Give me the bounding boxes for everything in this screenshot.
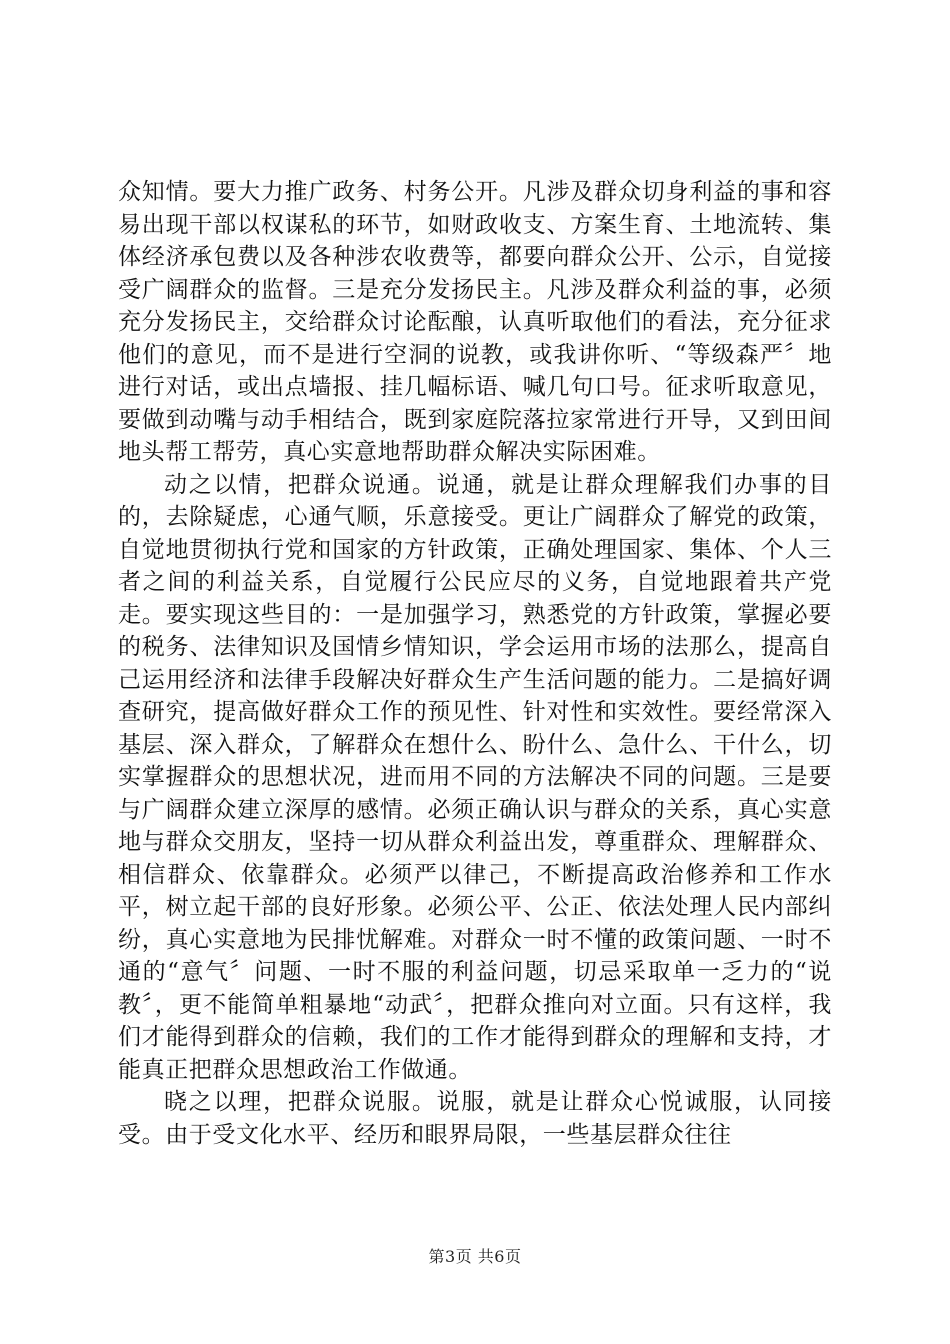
paragraph-continuation: 众知情。要大力推广政务、村务公开。凡涉及群众切身利益的事和容易出现干部以权谋私的环节，如财政收支、方案生育、土地流转、集体经济承包费以及各种涉农收费等，都要向群众公开、公示，自觉接受广阔群众的监督。三是充分发扬民主。凡涉及群众利益的事，必须充分发扬民主，交给群众讨论酝酿，认真听取他们的看法，充分征求他们的意见，而不是进行空洞的说教，或我讲你听、“等级森严〞地进行对话，或出点墙报、挂几幅标语、喊几句口号。征求听取意见，要做到动嘴与动手相结合，既到家庭院落拉家常进行开导，又到田间地头帮工帮劳，真心实意地帮助群众解决实际困难。 <box>118 179 832 465</box>
paragraph-reason-with-logic: 晓之以理，把群众说服。说服，就是让群众心悦诚服，认同接受。由于受文化水平、经历和眼界局限，一些基层群众往往 <box>118 1089 832 1148</box>
paragraph-move-with-emotion: 动之以情，把群众说通。说通，就是让群众理解我们办事的目的，去除疑虑，心通气顺，乐意接受。更让广阔群众了解党的政策，自觉地贯彻执行党和国家的方针政策，正确处理国家、集体、个人三者之间的利益关系，自觉履行公民应尽的义务，自觉地跟着共产党走。要实现这些目的：一是加强学习，熟悉党的方针政策，掌握必要的税务、法律知识及国情乡情知识，学会运用市场的法那么，提高自己运用经济和法律手段解决好群众生产生活问题的能力。二是搞好调查研究，提高做好群众工作的预见性、针对性和实效性。要经常深入基层、深入群众，了解群众在想什么、盼什么、急什么、干什么，切实掌握群众的思想状况，进而用不同的方法解决不同的问题。三是要与广阔群众建立深厚的感情。必须正确认识与群众的关系，真心实意地与群众交朋友，坚持一切从群众利益出发，尊重群众、理解群众、相信群众、依靠群众。必须严以律己，不断提高政治修养和工作水平，树立起干部的良好形象。必须公平、公正、依法处理人民内部纠纷，真心实意地为民排忧解难。对群众一时不懂的政策问题、一时不通的“意气〞问题、一时不服的利益问题，切忌采取单一乏力的“说教〞，更不能简单粗暴地“动武〞，把群众推向对立面。只有这样，我们才能得到群众的信赖，我们的工作才能得到群众的理解和支持，才能真正把群众思想政治工作做通。 <box>118 471 832 1083</box>
body-text <box>118 176 832 1151</box>
page-footer: 第3页 共6页 <box>428 1247 522 1266</box>
